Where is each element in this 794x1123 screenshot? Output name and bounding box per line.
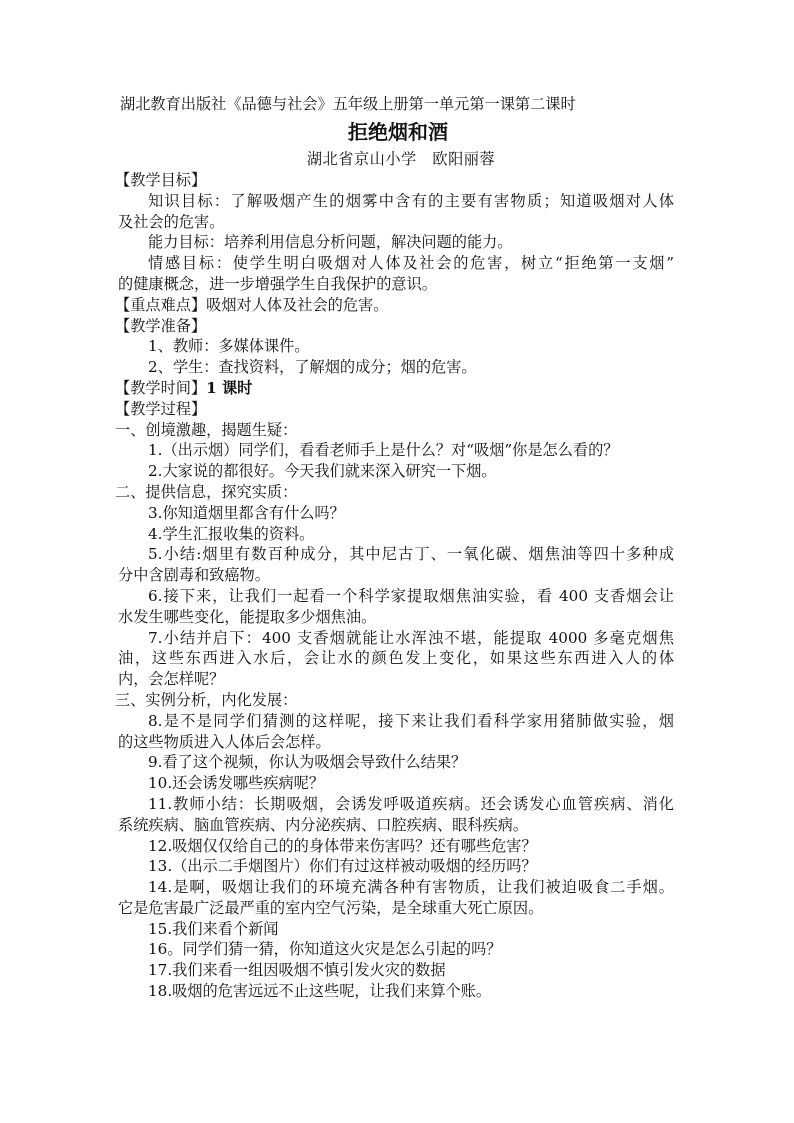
document-content — [115, 94, 674, 1002]
process-step: 10.还会诱发哪些疾病呢？ — [148, 774, 325, 793]
process-step-line: 系统疾病、脑血管疾病、内分泌疾病、口腔疾病、眼科疾病。 — [118, 815, 529, 834]
process-step-line: 7.小结并启下：400 支香烟就能让水浑浊不堪，能提取 4000 多毫克烟焦 — [148, 628, 674, 647]
process-step: 13.（出示二手烟图片）你们有过这样被动吸烟的经历吗？ — [148, 857, 537, 876]
process-step-line: 分中含剧毒和致癌物。 — [118, 566, 270, 585]
process-step: 12.吸烟仅仅给自己的的身体带来伤害吗？还有哪些危害？ — [148, 836, 537, 855]
knowledge-objective-line2: 及社会的危害。 — [118, 212, 225, 231]
emotion-objective-line1: 情感目标：使学生明白吸烟对人体及社会的危害，树立“拒绝第一支烟” — [148, 254, 674, 273]
preparation-item: 2、学生：查找资料，了解烟的成分；烟的危害。 — [148, 358, 477, 377]
emotion-objective-line2: 的健康概念，进一步增强学生自我保护的意识。 — [118, 274, 437, 293]
process-step: 3.你知道烟里都含有什么吗？ — [148, 503, 345, 522]
process-step: 15.我们来看个新闻 — [148, 919, 279, 938]
ability-objective: 能力目标：培养利用信息分析问题，解决问题的能力。 — [148, 233, 513, 252]
section-heading-preparation: 【教学准备】 — [115, 316, 207, 335]
author-line: 湖北省京山小学 欧阳丽蓉 — [306, 150, 496, 168]
process-step-line: 14.是啊，吸烟让我们的环境充满各种有害物质，让我们被迫吸食二手烟。 — [148, 878, 674, 897]
process-step-line: 8.是不是同学们猜测的这样呢，接下来让我们看科学家用猪肺做实验，烟 — [148, 711, 674, 730]
process-step: 1.（出示烟）同学们，看看老师手上是什么？对“吸烟”你是怎么看的？ — [148, 441, 619, 460]
section-time — [115, 378, 674, 399]
process-step: 18.吸烟的危害远远不止这些呢，让我们来算个账。 — [148, 982, 492, 1001]
process-step-line: 水发生哪些变化，能提取多少烟焦油。 — [118, 607, 377, 626]
process-step-line: 的这些物质进入人体后会怎样。 — [118, 732, 331, 751]
knowledge-objective-line1: 知识目标：了解吸烟产生的烟雾中含有的主要有害物质；知道吸烟对人体 — [148, 191, 674, 210]
section-heading-key-points: 【重点难点】 — [115, 295, 207, 314]
section-heading-time: 【教学时间】 — [115, 378, 207, 397]
part-title: 二、提供信息，探究实质： — [115, 482, 298, 501]
process-step-line: 内，会怎样呢？ — [118, 670, 225, 689]
section-heading-objectives: 【教学目标】 — [115, 171, 207, 189]
part-title: 一、创境激趣，揭题生疑： — [115, 420, 298, 439]
document-title: 拒绝烟和酒 — [348, 120, 448, 144]
time-value: 1 课时 — [206, 378, 253, 397]
source-line: 湖北教育出版社《品德与社会》五年级上册第一单元第一课第二课时 — [120, 95, 576, 113]
process-step: 4.学生汇报收集的资料。 — [148, 524, 315, 543]
process-step-line: 油，这些东西进入水后，会让水的颜色发上变化，如果这些东西进入人的体 — [118, 649, 674, 668]
process-step: 9.看了这个视频，你认为吸烟会导致什么结果？ — [148, 753, 467, 772]
section-heading-process: 【教学过程】 — [115, 399, 207, 418]
process-step: 17.我们来看一组因吸烟不慎引发火灾的数据 — [148, 961, 446, 980]
section-key-points — [115, 295, 674, 316]
process-step: 16。同学们猜一猜，你知道这火灾是怎么引起的吗？ — [148, 940, 502, 959]
key-points-text: 吸烟对人体及社会的危害。 — [206, 295, 389, 314]
preparation-item: 1、教师：多媒体课件。 — [148, 337, 310, 356]
part-title: 三、实例分析，内化发展： — [115, 690, 298, 709]
process-step: 2.大家说的都很好。今天我们就来深入研究一下烟。 — [148, 462, 497, 481]
process-step-line: 11.教师小结：长期吸烟，会诱发呼吸道疾病。还会诱发心血管疾病、消化 — [148, 794, 674, 813]
process-step-line: 6.接下来，让我们一起看一个科学家提取烟焦油实验，看 400 支香烟会让 — [148, 586, 674, 605]
process-step-line: 它是危害最广泛最严重的室内空气污染，是全球重大死亡原因。 — [118, 898, 544, 917]
process-step-line: 5.小结:烟里有数百种成分，其中尼古丁、一氧化碳、烟焦油等四十多种成 — [148, 545, 674, 564]
